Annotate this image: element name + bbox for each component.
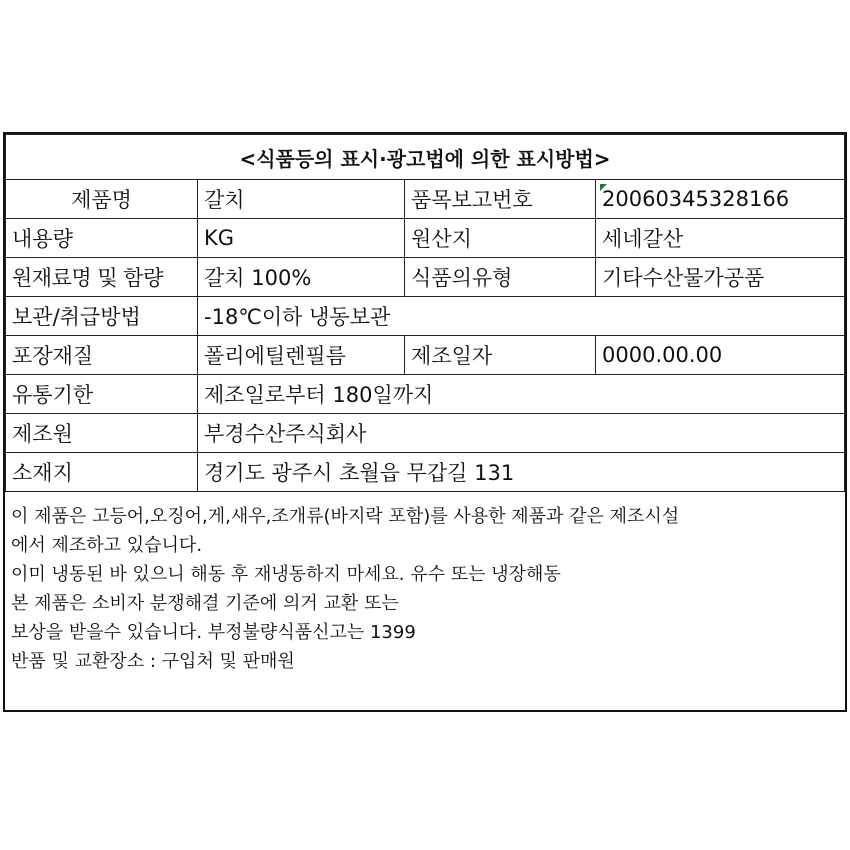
cell-comment-marker bbox=[600, 184, 607, 191]
manufacture-date-value: 0000.00.00 bbox=[596, 336, 845, 375]
address-value: 경기도 광주시 초월읍 무갑길 131 bbox=[198, 453, 845, 492]
notice-text bbox=[5, 492, 845, 676]
product-name-value: 갈치 bbox=[198, 180, 405, 219]
manufacturer-value: 부경수산주식회사 bbox=[198, 414, 845, 453]
table-row bbox=[6, 297, 845, 336]
report-number-label: 품목보고번호 bbox=[405, 180, 596, 219]
label-table bbox=[5, 134, 845, 492]
manufacturer-label: 제조원 bbox=[6, 414, 198, 453]
food-type-value: 기타수산물가공품 bbox=[596, 258, 845, 297]
notice-line: 반품 및 교환장소 : 구입처 및 판매원 bbox=[11, 651, 295, 672]
storage-value: -18℃이하 냉동보관 bbox=[198, 297, 845, 336]
storage-label: 보관/취급방법 bbox=[6, 297, 198, 336]
notice-line: 이 제품은 고등어,오징어,게,새우,조개류(바지락 포함)를 사용한 제품과 같은 제조시설 bbox=[11, 506, 680, 527]
origin-label: 원산지 bbox=[405, 219, 596, 258]
notice-line: 보상을 받을수 있습니다. 부정불량식품신고는 1399 bbox=[11, 622, 416, 643]
notice-line: 본 제품은 소비자 분쟁해결 기준에 의거 교환 또는 bbox=[11, 593, 399, 614]
manufacture-date-label: 제조일자 bbox=[405, 336, 596, 375]
address-label: 소재지 bbox=[6, 453, 198, 492]
title-row bbox=[6, 135, 845, 180]
report-number-value: 20060345328166 bbox=[596, 180, 845, 219]
content-value: KG bbox=[198, 219, 405, 258]
ingredients-label: 원재료명 및 함량 bbox=[6, 258, 198, 297]
notice-line: 이미 냉동된 바 있으니 해동 후 재냉동하지 마세요. 유수 또는 냉장해동 bbox=[11, 564, 561, 585]
content-label: 내용량 bbox=[6, 219, 198, 258]
packaging-label: 포장재질 bbox=[6, 336, 198, 375]
table-row bbox=[6, 453, 845, 492]
product-name-label: 제품명 bbox=[6, 180, 198, 219]
table-row bbox=[6, 414, 845, 453]
food-type-label: 식품의유형 bbox=[405, 258, 596, 297]
expiry-label: 유통기한 bbox=[6, 375, 198, 414]
table-row bbox=[6, 336, 845, 375]
label-title: <식품등의 표시·광고법에 의한 표시방법> bbox=[6, 135, 845, 180]
table-row bbox=[6, 219, 845, 258]
table-row bbox=[6, 180, 845, 219]
packaging-value: 폴리에틸렌필름 bbox=[198, 336, 405, 375]
notice-line: 에서 제조하고 있습니다. bbox=[11, 535, 203, 556]
table-row bbox=[6, 375, 845, 414]
food-label bbox=[3, 132, 847, 712]
expiry-value: 제조일로부터 180일까지 bbox=[198, 375, 845, 414]
ingredients-value: 갈치 100% bbox=[198, 258, 405, 297]
table-row bbox=[6, 258, 845, 297]
origin-value: 세네갈산 bbox=[596, 219, 845, 258]
